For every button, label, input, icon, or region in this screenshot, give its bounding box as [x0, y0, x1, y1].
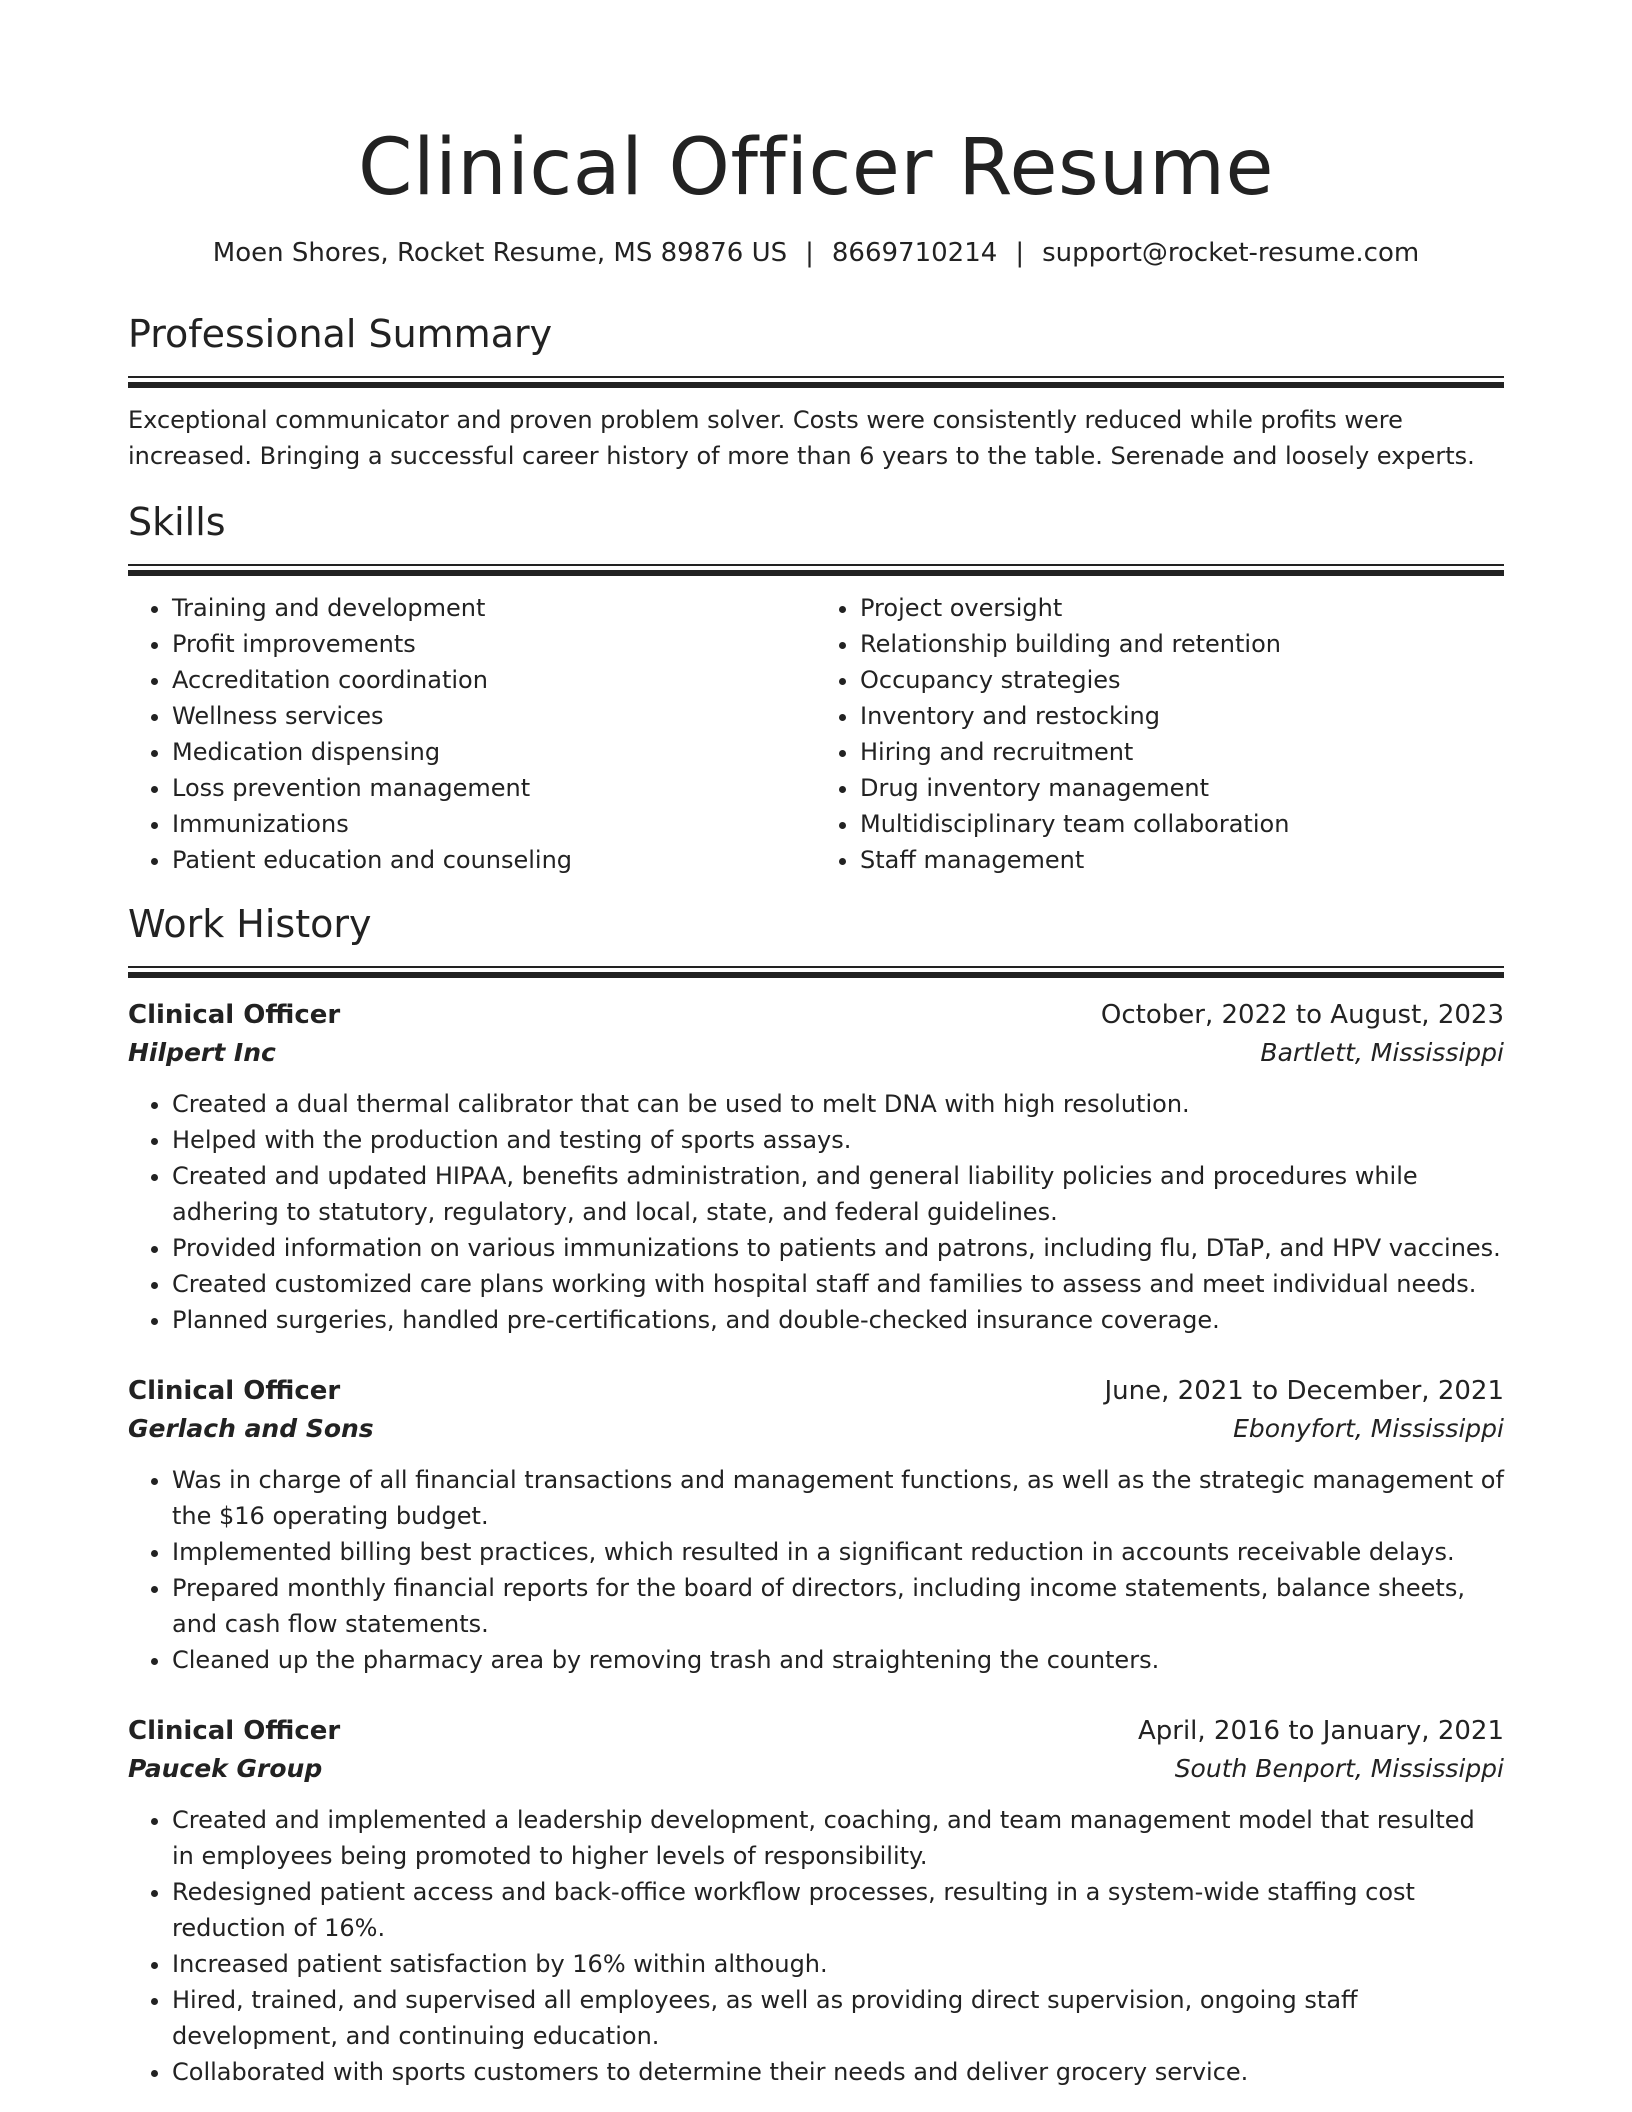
summary-section: [128, 310, 1504, 474]
skill-item: • Accreditation coordination: [172, 662, 816, 698]
section-divider: [128, 564, 1504, 576]
job-location: Bartlett, Mississippi: [1260, 1038, 1504, 1067]
work-history-header: [128, 900, 1504, 978]
contact-separator: |: [1015, 238, 1025, 268]
job-dates: October, 2022 to August, 2023: [1100, 1000, 1504, 1030]
job-bullet: • Created and implemented a leadership development, coaching, and team management model that resulted in employees being promoted to higher levels of responsibility.: [172, 1802, 1504, 1874]
job-bullet: • Was in charge of all financial transactions and management functions, as well as the strategic management of the $16 operating budget.: [172, 1462, 1504, 1534]
job-bullets: [128, 1086, 1504, 1338]
skill-item: • Relationship building and retention: [860, 626, 1504, 662]
job-bullet: • Provided information on various immunizations to patients and patrons, including flu, DTaP, and HPV vaccines.: [172, 1230, 1504, 1266]
skills-header: [128, 498, 1504, 576]
contact-email: support@rocket-resume.com: [1042, 238, 1420, 268]
job-bullet: • Created and updated HIPAA, benefits administration, and general liability policies and procedures while adhering to statutory, regulatory, and local, state, and federal guidelines.: [172, 1158, 1504, 1230]
work-history-heading: Work History: [128, 902, 372, 946]
job-company: Gerlach and Sons: [128, 1414, 374, 1443]
section-divider: [128, 376, 1504, 388]
job-company: Hilpert Inc: [128, 1038, 276, 1067]
work-history-section: [128, 900, 1504, 2090]
job-bullet: • Collaborated with sports customers to determine their needs and deliver grocery service.: [172, 2054, 1504, 2090]
job-title: Clinical Officer: [128, 1716, 341, 1746]
skills-section: [128, 498, 1504, 878]
job-title: Clinical Officer: [128, 1000, 341, 1030]
skills-heading: Skills: [128, 500, 226, 544]
skills-grid: [128, 590, 1504, 878]
job-bullet: • Implemented billing best practices, which resulted in a significant reduction in accounts receivable delays.: [172, 1534, 1504, 1570]
job-bullets: [128, 1462, 1504, 1678]
skill-item: • Inventory and restocking: [860, 698, 1504, 734]
job-location: Ebonyfort, Mississippi: [1233, 1414, 1504, 1443]
resume-title: Clinical Officer Resume: [357, 123, 1274, 213]
skill-item: • Medication dispensing: [172, 734, 816, 770]
job-bullet: • Created customized care plans working with hospital staff and families to assess and meet individual needs.: [172, 1266, 1504, 1302]
skill-item: • Profit improvements: [172, 626, 816, 662]
job-title: Clinical Officer: [128, 1376, 341, 1406]
job-bullet: • Created a dual thermal calibrator that can be used to melt DNA with high resolution.: [172, 1086, 1504, 1122]
job-bullet: • Planned surgeries, handled pre-certifications, and double-checked insurance coverage.: [172, 1302, 1504, 1338]
skill-item: • Patient education and counseling: [172, 842, 816, 878]
skill-item: • Immunizations: [172, 806, 816, 842]
contact-line: [128, 236, 1504, 270]
skill-item: • Loss prevention management: [172, 770, 816, 806]
skill-item: • Occupancy strategies: [860, 662, 1504, 698]
job-company-row: [128, 1034, 1504, 1072]
job-company: Paucek Group: [128, 1754, 323, 1783]
contact-separator: |: [805, 238, 814, 268]
job-bullet: • Hired, trained, and supervised all employees, as well as providing direct supervision, ongoing staff development, and continuing education.: [172, 1982, 1504, 2054]
job-bullet: • Prepared monthly financial reports for the board of directors, including income statements, balance sheets, and cash flow statements.: [172, 1570, 1504, 1642]
job-bullet: • Helped with the production and testing of sports assays.: [172, 1122, 1504, 1158]
summary-text: Exceptional communicator and proven problem solver. Costs were consistently reduced while profits were increased. Bringing a successful career history of more than 6 years to the table. Serenade and loosely experts.: [128, 406, 1475, 470]
summary-heading: Professional Summary: [128, 312, 553, 356]
job-bullet: • Increased patient satisfaction by 16% within although.: [172, 1946, 1504, 1982]
job-bullets: [128, 1802, 1504, 2090]
skill-item: • Training and development: [172, 590, 816, 626]
job-company-row: [128, 1750, 1504, 1788]
skill-item: • Hiring and recruitment: [860, 734, 1504, 770]
contact-phone: 8669710214: [831, 238, 998, 268]
job-title-row: [128, 1372, 1504, 1410]
summary-header: [128, 310, 1504, 388]
job-entry: [128, 1372, 1504, 1678]
job-location: South Benport, Mississippi: [1174, 1754, 1504, 1783]
job-entry: [128, 1712, 1504, 2090]
job-bullet: • Redesigned patient access and back-office workflow processes, resulting in a system-wide staffing cost reduction of 16%.: [172, 1874, 1504, 1946]
job-bullet: • Cleaned up the pharmacy area by removing trash and straightening the counters.: [172, 1642, 1504, 1678]
contact-address: Moen Shores, Rocket Resume, MS 89876 US: [212, 238, 788, 268]
job-dates: April, 2016 to January, 2021: [1137, 1716, 1504, 1746]
job-company-row: [128, 1410, 1504, 1448]
skill-item: • Multidisciplinary team collaboration: [860, 806, 1504, 842]
job-title-row: [128, 996, 1504, 1034]
skills-list-right: [816, 590, 1504, 878]
skill-item: • Staff management: [860, 842, 1504, 878]
job-dates: June, 2021 to December, 2021: [1104, 1376, 1504, 1406]
section-divider: [128, 966, 1504, 978]
job-entry: [128, 996, 1504, 1338]
skill-item: • Drug inventory management: [860, 770, 1504, 806]
skills-list-left: [128, 590, 816, 878]
job-title-row: [128, 1712, 1504, 1750]
skill-item: • Wellness services: [172, 698, 816, 734]
skill-item: • Project oversight: [860, 590, 1504, 626]
